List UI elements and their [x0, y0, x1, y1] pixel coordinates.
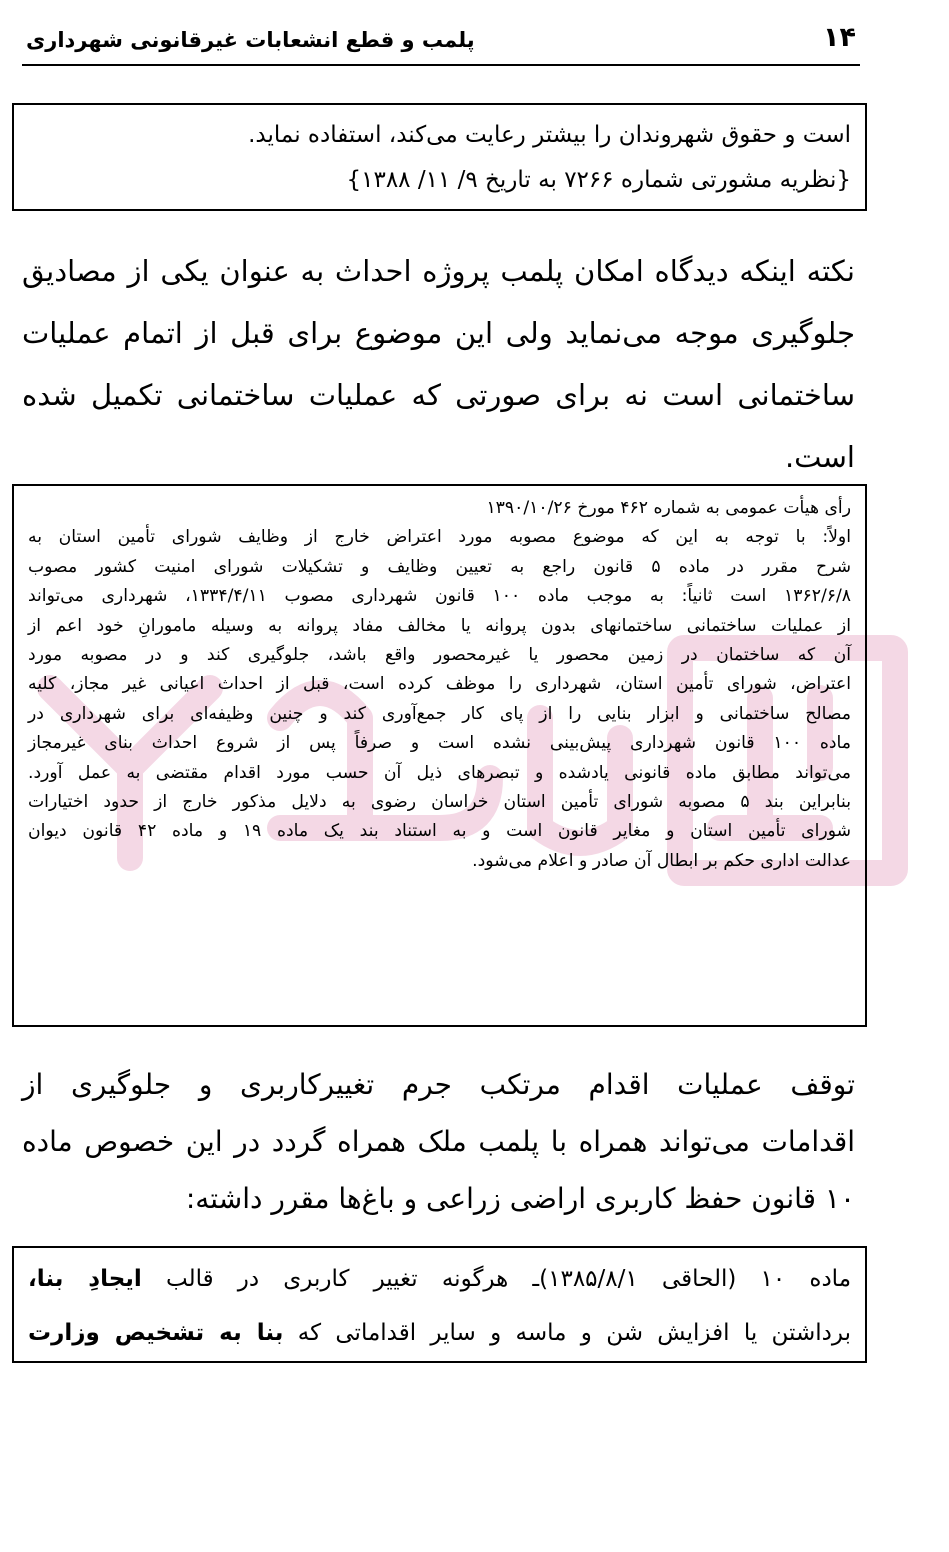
quote-box — [12, 103, 867, 211]
law-article-box — [12, 1246, 867, 1363]
ruling-line: عدالت اداری حکم بر ابطال آن صادر و اعلام می‌شود. — [472, 850, 851, 871]
law-line — [28, 1306, 851, 1360]
ruling-line: شرح مقرر در ماده ۵ قانون راجع به تعیین وظایف و تشکیلات شورای امنیت کشور مصوب — [28, 556, 851, 577]
paragraph-land-use — [22, 1056, 855, 1227]
ruling-line: مصالح ساختمانی و ابزار بنایی را از پای کار جمع‌آوری کند و چنین وظیفه‌ای برای شهرداری در — [28, 703, 851, 724]
ruling-line: شورای تأمین استان و مغایر قانون است و به استناد بند یک ماده ۱۹ و ماده ۴۲ قانون دیوان — [28, 821, 851, 842]
ruling-box — [12, 484, 867, 1027]
ruling-line: اولاً: با توجه به این که موضوع مصوبه مورد اعتراض خارج از وظایف شورای تأمین استان به — [28, 527, 851, 548]
paragraph-line: اقدامات می‌تواند همراه با پلمب ملک همراه گردد در این خصوص ماده — [22, 1125, 855, 1158]
paragraph-line: ۱۰ قانون حفظ کاربری اراضی زراعی و باغ‌ها مقرر داشته: — [185, 1182, 855, 1215]
law-text: ماده ۱۰ (الحاقی ۱۳۸۵/۸/۱)ـ هرگونه تغییر کاربری در قالب — [141, 1266, 852, 1292]
ruling-line: آن که ساختمان در زمین محصور یا غیرمحصور واقع باشد، جلوگیری کند و در مصوبه مورد — [28, 645, 851, 666]
law-bold-text: ایجادِ بنا، — [28, 1266, 142, 1292]
ruling-line: رأی هیأت عمومی به شماره ۴۶۲ مورخ ۱۳۹۰/۱۰/۲۶ — [486, 498, 851, 518]
law-bold-text: بنا به تشخیص وزارت — [28, 1320, 284, 1346]
ruling-line: اعتراض، شورای تأمین استان، شهرداری را موظف کرده است، قبل از احداث اعیانی غیر مجاز، کلیه — [28, 674, 851, 695]
ruling-line: ۱۳۶۲/۶/۸ است ثانیاً: به موجب ماده ۱۰۰ قانون شهرداری مصوب ۱۳۳۴/۴/۱۱، شهرداری می‌تواند — [28, 586, 851, 607]
law-line — [28, 1252, 851, 1306]
law-text: برداشتن یا افزایش شن و ماسه و سایر اقداماتی که — [283, 1320, 851, 1346]
ruling-line: از عملیات ساختمانی ساختمانهای بدون پروانه یا مخالف مفاد پروانه به وسیله مامورانِ خود اعم از — [28, 615, 851, 636]
paragraph-note: نکته اینکه دیدگاه امکان پلمب پروژه احداث به عنوان یکی از مصادیق جلوگیری موجه می‌نماید ولی این موضوع برای قبل از اتمام عملیات ساختمانی است نه برای صورتی که عملیات ساختمانی تکمیل شده است. — [22, 254, 855, 474]
quote-line: است و حقوق شهروندان را بیشتر رعایت می‌کند، استفاده نماید. — [248, 122, 851, 148]
citation-line: {نظریه مشورتی شماره ۷۲۶۶ به تاریخ ۹/ ۱۱/ ۱۳۸۸} — [346, 167, 851, 193]
ruling-line: می‌تواند مطابق ماده قانونی یادشده و تبصرهای ذیل آن حسب مورد اقدام مقتضی به عمل آورد. — [28, 762, 851, 783]
page-number: ۱۴ — [823, 22, 856, 53]
ruling-line: ماده ۱۰۰ قانون شهرداری پیش‌بینی نشده است و صرفاً پس از شروع احداث بنای غیرمجاز — [28, 733, 851, 754]
paragraph-line: توقف عملیات اقدام مرتکب جرم تغییرکاربری و جلوگیری از — [22, 1068, 855, 1101]
ruling-line: بنابراین بند ۵ مصوبه شورای تأمین استان خراسان رضوی به دلایل مذکور خارج از حدود اختیارات — [28, 792, 851, 813]
page-header — [22, 18, 860, 66]
running-title: پلمب و قطع انشعابات غیرقانونی شهرداری — [26, 28, 475, 52]
